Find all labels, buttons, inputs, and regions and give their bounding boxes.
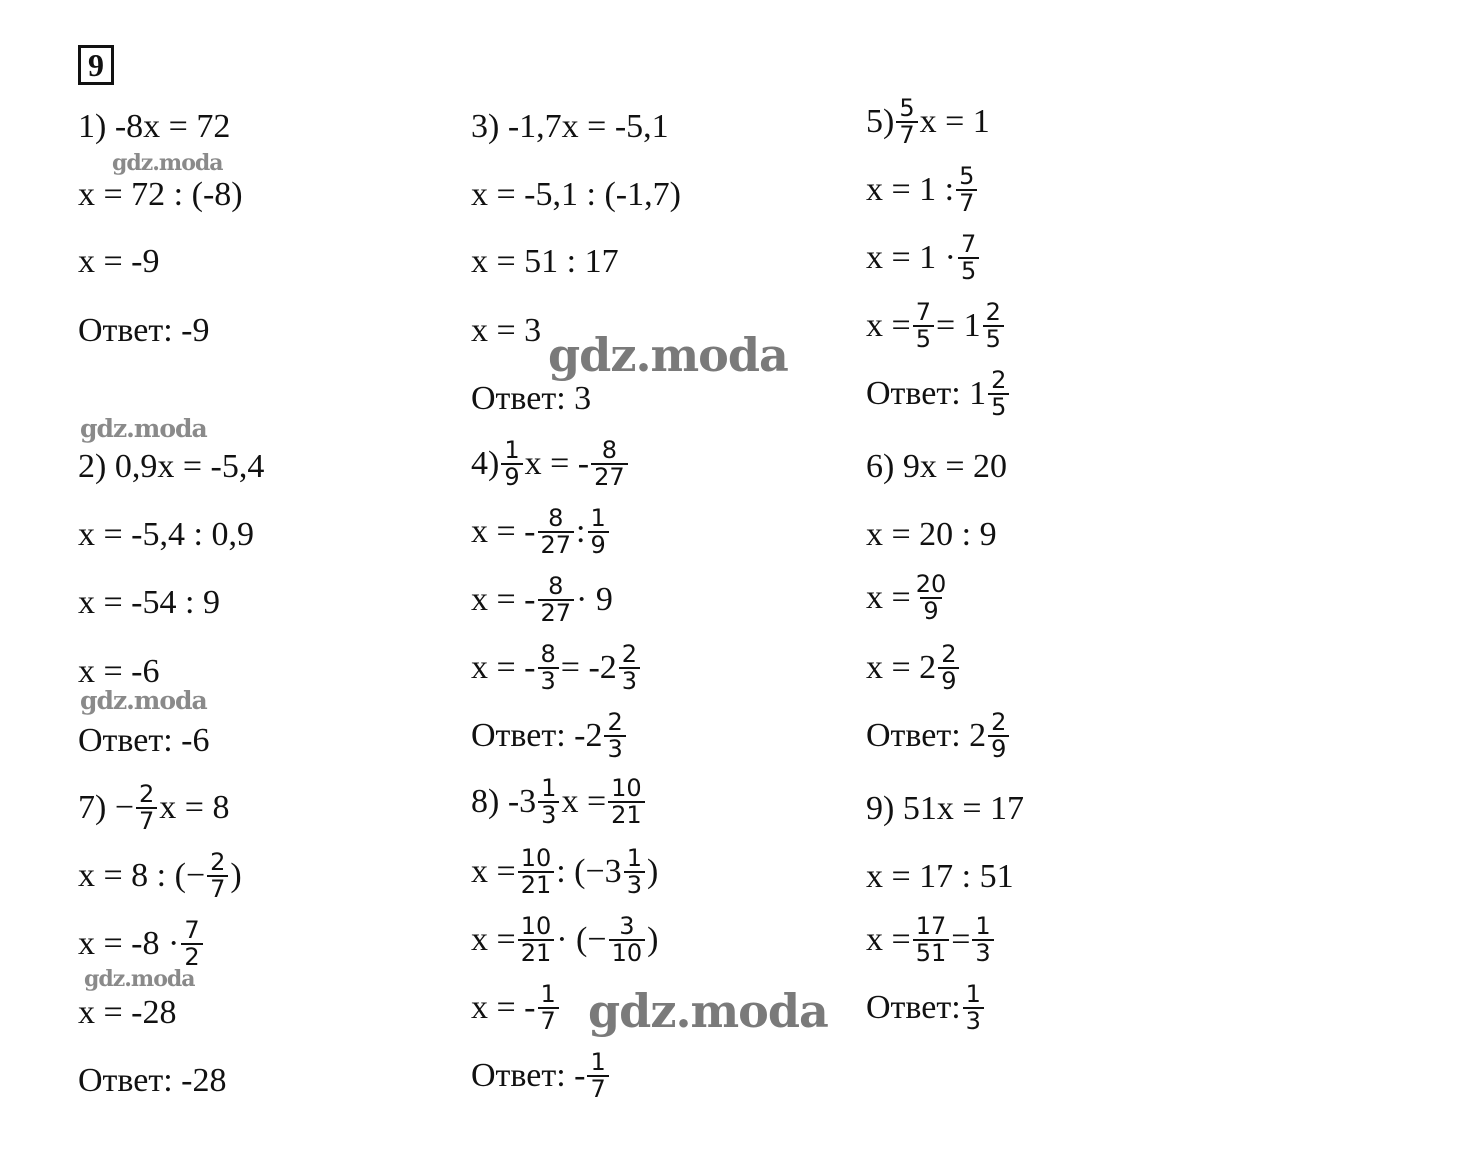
problem-3-answer: Ответ: 3 [471,380,592,417]
fraction: $\frac{1}{3}$ [972,914,993,966]
fraction: $\frac{1}{7}$ [538,982,559,1034]
fraction: $\frac{1}{9}$ [501,438,522,490]
task-number: 9 [88,46,104,83]
fraction: $\frac{2}{7}$ [136,782,157,834]
problem-8-step: x = $\frac{10}{21}$ : (−3 $\frac{1}{3}$ ) [471,844,659,900]
watermark-logo: gdz.moda [588,984,828,1038]
fraction: $\frac{8}{27}$ [538,574,575,626]
fraction: $\frac{10}{21}$ [518,914,555,966]
problem-6-result: x = 2 $\frac{2}{9}$ [866,642,961,694]
problem-6-equation: 6) 9x = 20 [866,448,1007,485]
watermark-logo: gdz.moda [112,150,223,176]
fraction: $\frac{2}{7}$ [207,850,228,902]
problem-5-step: x = 1 · $\frac{7}{5}$ [866,232,981,284]
fraction: $\frac{1}{7}$ [587,1050,608,1102]
problem-8-step: x = $\frac{10}{21}$ · (− $\frac{3}{10}$ ) [471,912,659,968]
problem-7-step: x = 8 : (− $\frac{2}{7}$ ) [78,848,242,904]
problem-2-answer: Ответ: -6 [78,722,210,759]
problem-1-answer: Ответ: -9 [78,312,210,349]
problem-6-answer: Ответ: 2 $\frac{2}{9}$ [866,710,1011,762]
problem-4-result: x = - $\frac{8}{3}$ = -2 $\frac{2}{3}$ [471,642,642,694]
watermark-logo: gdz.moda [80,414,207,443]
problem-2-step: x = -5,4 : 0,9 [78,516,254,553]
problem-9-answer: Ответ: $\frac{1}{3}$ [866,982,986,1034]
problem-5-result: x = $\frac{7}{5}$ = 1 $\frac{2}{5}$ [866,300,1006,352]
problem-7-result: x = -28 [78,994,177,1031]
fraction: $\frac{8}{27}$ [538,506,575,558]
fraction: $\frac{5}{7}$ [896,96,917,148]
problem-6-step: x = 20 : 9 [866,516,997,553]
problem-3-step: x = 51 : 17 [471,243,619,280]
fraction: $\frac{1}{3}$ [624,846,645,898]
task-number-box [78,45,114,85]
fraction: $\frac{2}{3}$ [604,710,625,762]
problem-1-equation: 1) -8x = 72 [78,108,231,145]
watermark-logo: gdz.moda [548,328,788,382]
problem-7-equation: 7) − $\frac{2}{7}$ x = 8 [78,780,230,836]
problem-5-step: x = 1 : $\frac{5}{7}$ [866,164,979,216]
problem-7-step: x = -8 · $\frac{7}{2}$ [78,918,205,970]
watermark-logo: gdz.moda [84,966,195,992]
watermark-logo: gdz.moda [80,686,207,715]
problem-2-result: x = -6 [78,653,160,690]
problem-1-result: x = -9 [78,243,160,280]
fraction: $\frac{5}{7}$ [956,164,977,216]
problem-4-step: x = - $\frac{8}{27}$ : $\frac{1}{9}$ [471,506,611,558]
problem-6-step: x = $\frac{20}{9}$ [866,572,951,624]
fraction: $\frac{3}{10}$ [609,914,646,966]
fraction: $\frac{1}{3}$ [538,776,559,828]
fraction: $\frac{20}{9}$ [915,570,947,626]
fraction: $\frac{10}{21}$ [608,776,645,828]
problem-8-result: x = - $\frac{1}{7}$ [471,982,561,1034]
fraction: $\frac{7}{5}$ [913,300,934,352]
problem-7-answer: Ответ: -28 [78,1062,227,1099]
problem-5-answer: Ответ: 1 $\frac{2}{5}$ [866,368,1011,420]
fraction: $\frac{7}{5}$ [958,232,979,284]
problem-2-equation: 2) 0,9x = -5,4 [78,448,265,485]
problem-3-equation: 3) -1,7x = -5,1 [471,108,669,145]
problem-2-step: x = -54 : 9 [78,584,220,621]
problem-3-step: x = -5,1 : (-1,7) [471,176,681,213]
fraction: $\frac{2}{9}$ [988,710,1009,762]
fraction: $\frac{2}{9}$ [938,642,959,694]
problem-4-answer: Ответ: -2 $\frac{2}{3}$ [471,710,628,762]
problem-8-answer: Ответ: - $\frac{1}{7}$ [471,1050,611,1102]
fraction: $\frac{17}{51}$ [913,914,950,966]
problem-4-step: x = - $\frac{8}{27}$ · 9 [471,572,613,628]
fraction: $\frac{7}{2}$ [181,918,202,970]
problem-8-equation: 8) -3 $\frac{1}{3}$ x = $\frac{10}{21}$ [471,776,647,828]
fraction: $\frac{2}{5}$ [988,368,1009,420]
problem-9-equation: 9) 51x = 17 [866,790,1024,827]
fraction: $\frac{1}{3}$ [963,982,984,1034]
problem-3-result: x = 3 [471,312,542,349]
problem-9-result: x = $\frac{17}{51}$ = $\frac{1}{3}$ [866,914,996,966]
fraction: $\frac{8}{3}$ [538,642,559,694]
fraction: $\frac{2}{3}$ [619,642,640,694]
fraction: $\frac{2}{5}$ [983,300,1004,352]
fraction: $\frac{8}{27}$ [591,438,628,490]
problem-4-equation: 4) $\frac{1}{9}$ x = - $\frac{8}{27}$ [471,438,630,490]
problem-9-step: x = 17 : 51 [866,858,1014,895]
problem-5-equation: 5) $\frac{5}{7}$ x = 1 [866,94,990,150]
problem-1-step: x = 72 : (-8) [78,176,243,213]
fraction: $\frac{1}{9}$ [588,506,609,558]
fraction: $\frac{10}{21}$ [518,846,555,898]
